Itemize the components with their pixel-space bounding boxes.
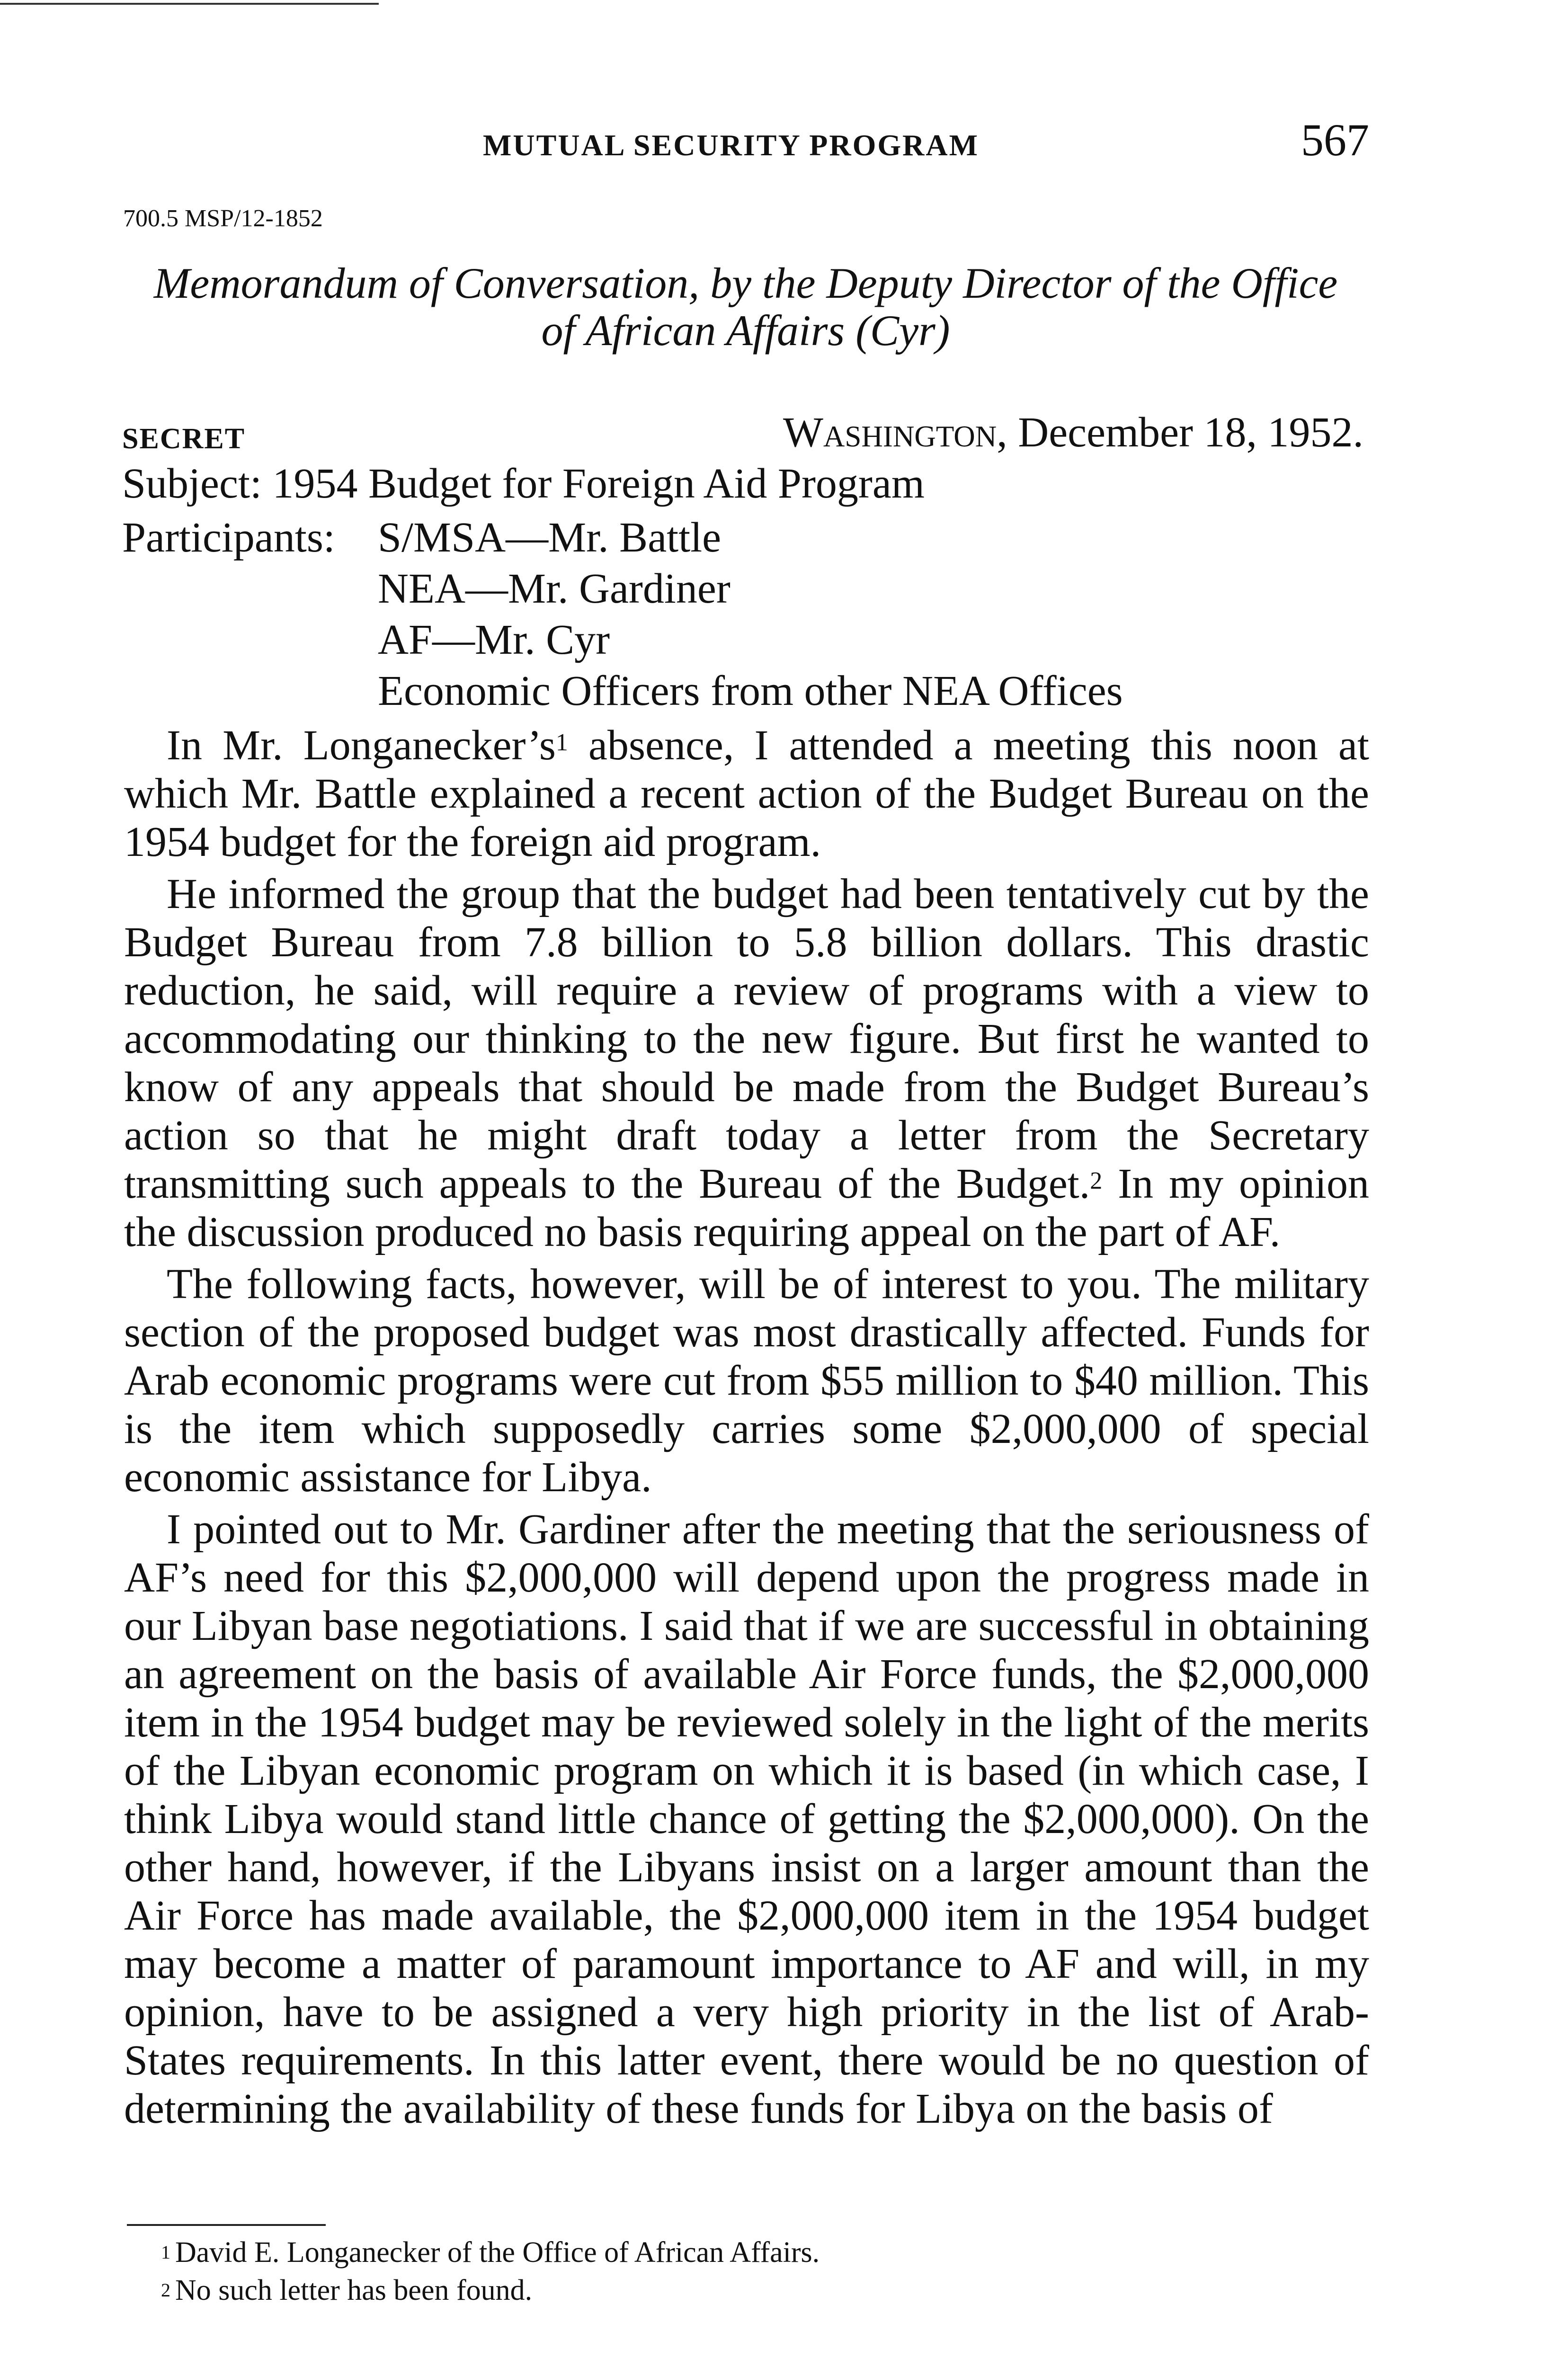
footnote-rule xyxy=(127,2224,326,2226)
page-number: 567 xyxy=(1301,115,1369,165)
dateline xyxy=(748,408,1363,457)
paragraph-text: In my opinion the discussion produced no basis requiring appeal on the part of AF. xyxy=(124,1160,1369,1255)
participant: AF—Mr. Cyr xyxy=(378,616,610,663)
paragraph xyxy=(124,721,1369,866)
document-title-line-2: of African Affairs (Cyr) xyxy=(541,306,950,355)
classification: SECRET xyxy=(122,423,246,455)
paragraph-text: In Mr. Longanecker’s xyxy=(167,722,556,769)
footnote-mark: 2 xyxy=(161,2279,170,2301)
participant: NEA—Mr. Gardiner xyxy=(378,565,731,612)
footnote-text: David E. Longanecker of the Office of African Affairs. xyxy=(175,2236,820,2269)
footnote-ref: 1 xyxy=(555,729,568,756)
paragraph xyxy=(124,870,1369,1256)
footnote-text: No such letter has been found. xyxy=(175,2274,533,2306)
participants-row xyxy=(122,512,1123,563)
footnote xyxy=(161,2271,820,2309)
footnote xyxy=(161,2234,820,2271)
document-title xyxy=(123,259,1368,354)
dateline-place: Washington, xyxy=(783,409,1007,456)
dateline-date: December 18, 1952. xyxy=(1018,409,1363,456)
running-title: MUTUAL SECURITY PROGRAM xyxy=(483,128,979,162)
participant: S/MSA—Mr. Battle xyxy=(378,514,722,561)
file-number: 700.5 MSP/12-1852 xyxy=(123,205,323,232)
footnote-mark: 1 xyxy=(161,2242,170,2263)
footnotes xyxy=(161,2234,820,2309)
participants-label: Participants: xyxy=(122,514,335,561)
subject-line: Subject: 1954 Budget for Foreign Aid Program xyxy=(122,460,925,507)
participant: Economic Officers from other NEA Offices xyxy=(378,667,1123,714)
paragraph: The following facts, however, will be of interest to you. The military section of the proposed budget was most drastically affected. Funds for Arab economic programs were cut from $55 million to $40 million. This is the item which supposedly carries some $2,000,000 of special economic assistance for Libya. xyxy=(124,1261,1369,1501)
footnote-ref: 2 xyxy=(1090,1167,1103,1194)
document-title-line-1: Memorandum of Conversation, by the Deputy Director of the Office xyxy=(153,259,1338,307)
memo-body xyxy=(124,721,1369,2137)
paragraph-text: He informed the group that the budget had been tentatively cut by the Budget Bureau from 7.8 billion to 5.8 billion dollars. This drastic reduction, he said, will require a review of programs with a view to accommodating our thinking to the new figure. But first he wanted to know of any appeals that should be made from the Budget Bureau’s action so that he might draft today a letter from the Secretary transmitting such appeals to the Bureau of the Budget. xyxy=(124,871,1369,1207)
paragraph: I pointed out to Mr. Gardiner after the meeting that the seriousness of AF’s need for this $2,000,000 will depend upon the progress made in our Libyan base negotiations. I said that if we are successful in obtaining an agreement on the basis of available Air Force funds, the $2,000,000 item in the 1954 budget may be reviewed solely in the light of the merits of the Libyan economic program on which it is based (in which case, I think Libya would stand little chance of getting the $2,000,000). On the other hand, however, if the Libyans insist on a larger amount than the Air Force has made available, the $2,000,000 item in the 1954 budget may become a matter of paramount importance to AF and will, in my opinion, have to be assigned a very high priority in the list of Arab-States requirements. In this latter event, there would be no question of determining the availability of these funds for Libya on the basis of xyxy=(124,1506,1369,2132)
paragraph-text: absence, I attended a meeting this noon at which Mr. Battle explained a recent action of the Budget Bureau on the 1954 budget for the foreign aid program. xyxy=(124,722,1369,865)
participants xyxy=(122,512,1123,717)
top-rule xyxy=(0,3,379,5)
